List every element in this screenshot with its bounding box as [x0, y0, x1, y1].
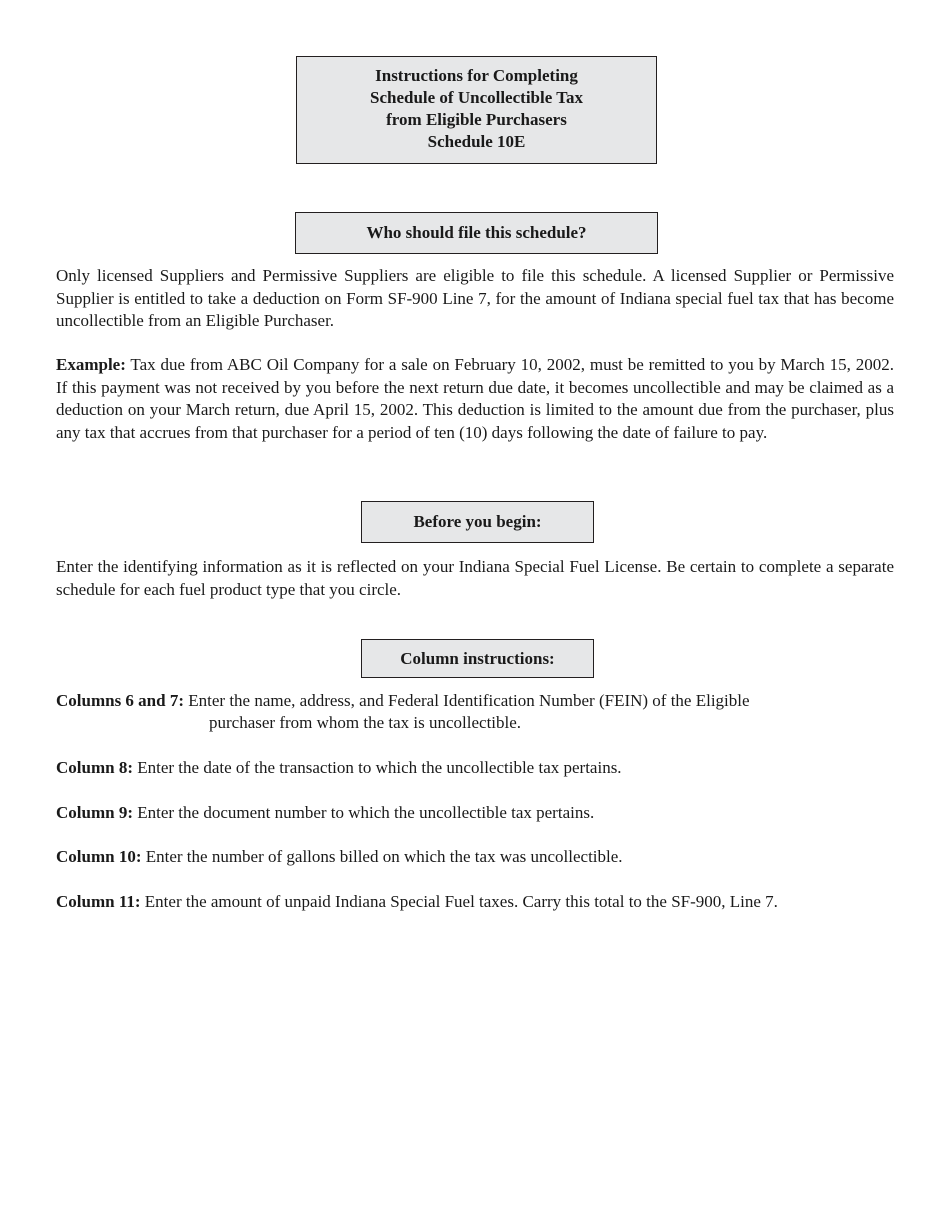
who-paragraph: Only licensed Suppliers and Permissive Suppliers are eligible to file this schedule. A licensed Supplier or Permissive Supplier is entitled to take a deduction on Form SF-900 Line 7, for the amount of Indiana special fuel tax that has become uncollectible from an Eligible Purchaser.	[56, 266, 894, 330]
before-heading-box	[361, 501, 594, 543]
columns-heading-box	[361, 639, 594, 678]
column-label: Column 11:	[56, 892, 141, 911]
example-label: Example:	[56, 355, 126, 374]
example-text: Tax due from ABC Oil Company for a sale on February 10, 2002, must be remitted to you by March 15, 2002. If this payment was not received by you before the next return due date, it becomes uncollectible and may be claimed as a deduction on your March return, due April 15, 2002. This deduction is limited to the amount due from the purchaser, plus any tax that accrues from that purchaser for a period of ten (10) days following the date of failure to pay.	[56, 355, 894, 442]
column-item-8	[56, 757, 622, 780]
who-heading-box	[295, 212, 658, 254]
title-line-3: from Eligible Purchasers	[386, 110, 567, 129]
who-heading: Who should file this schedule?	[366, 223, 587, 242]
columns-heading: Column instructions:	[400, 648, 555, 668]
column-text: Enter the amount of unpaid Indiana Special Fuel taxes. Carry this total to the SF-900, Line 7.	[140, 892, 778, 911]
example-paragraph	[56, 354, 894, 444]
column-item-11	[56, 891, 778, 914]
title-line-2: Schedule of Uncollectible Tax	[370, 88, 583, 107]
title-line-1: Instructions for Completing	[375, 66, 578, 85]
column-label: Column 8:	[56, 758, 133, 777]
column-item-6-7-continuation: purchaser from whom the tax is uncollectible.	[209, 713, 522, 732]
column-text: Enter the number of gallons billed on which the tax was uncollectible.	[141, 847, 623, 866]
column-label: Column 9:	[56, 803, 133, 822]
before-paragraph: Enter the identifying information as it is reflected on your Indiana Special Fuel License. Be certain to complete a separate schedule for each fuel product type that you circle.	[56, 557, 894, 599]
column-label: Columns 6 and 7:	[56, 691, 185, 710]
column-text: Enter the name, address, and Federal Identification Number (FEIN) of the Eligible	[184, 691, 750, 710]
column-text: Enter the document number to which the uncollectible tax pertains.	[132, 803, 595, 822]
column-item-9	[56, 802, 594, 825]
column-label: Column 10:	[56, 847, 142, 866]
title-box	[296, 56, 657, 164]
before-heading: Before you begin:	[413, 512, 542, 531]
column-text: Enter the date of the transaction to which the uncollectible tax pertains.	[132, 758, 622, 777]
column-item-10	[56, 846, 623, 869]
title-line-4: Schedule 10E	[427, 132, 526, 151]
column-item-6-7	[56, 690, 750, 713]
